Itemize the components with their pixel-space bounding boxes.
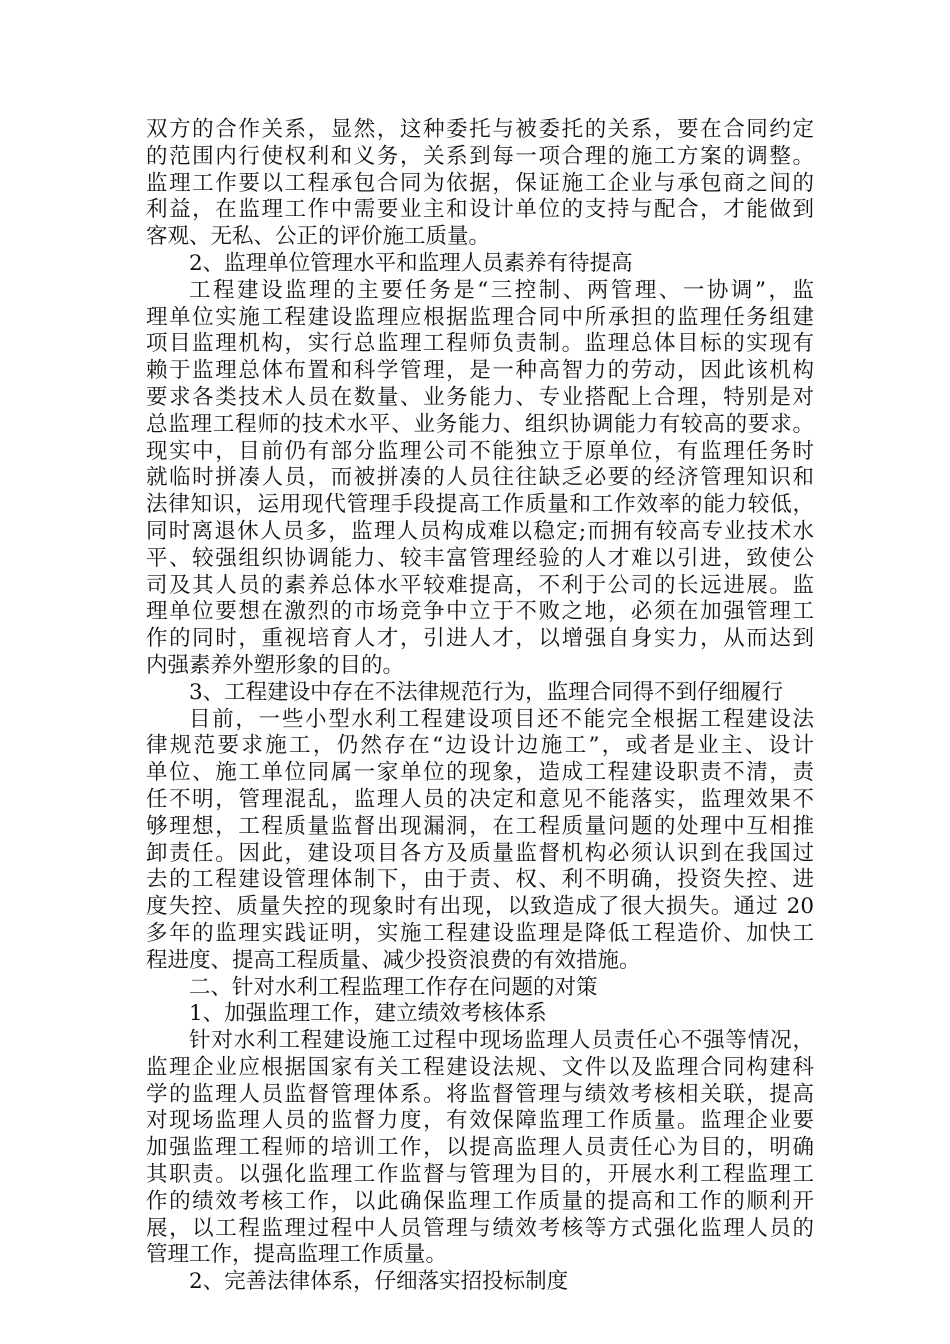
text-line: 工程建设监理的主要任务是“三控制、两管理、一协调”，监 [189,277,814,303]
text-line: 多年的监理实践证明，实施工程建设监理是降低工程造价、加快工 [146,920,814,946]
text-line: 管理工作，提高监理工作质量。 [146,1242,448,1268]
text-line: 作的同时，重视培育人才，引进人才，以增强自身实力，从而达到 [146,626,814,652]
text-line: 平、较强组织协调能力、较丰富管理经验的人才难以引进，致使公 [146,545,814,571]
text-line: 就临时拼凑人员，而被拼凑的人员往往缺乏必要的经济管理知识和 [146,465,814,491]
text-line: 展，以工程监理过程中人员管理与绩效考核等方式强化监理人员的 [146,1215,814,1241]
text-line: 对现场监理人员的监督力度，有效保障监理工作质量。监理企业要 [146,1108,814,1134]
text-line: 单位、施工单位同属一家单位的现象，造成工程建设职责不清，责 [146,760,814,786]
text-line: 学的监理人员监督管理体系。将监督管理与绩效考核相关联，提高 [146,1081,814,1107]
text-line: 现实中，目前仍有部分监理公司不能独立于原单位，有监理任务时 [146,438,814,464]
text-line: 作的绩效考核工作，以此确保监理工作质量的提高和工作的顺利开 [146,1188,814,1214]
text-line: 律规范要求施工，仍然存在“边设计边施工”，或者是业主、设计 [146,733,814,759]
text-line: 2、监理单位管理水平和监理人员素养有待提高 [189,250,633,276]
text-line: 其职责。以强化监理工作监督与管理为目的，开展水利工程监理工 [146,1162,814,1188]
text-line: 双方的合作关系，显然，这种委托与被委托的关系，要在合同约定 [146,117,814,142]
text-line: 监理工作要以工程承包合同为依据，保证施工企业与承包商之间的 [146,170,814,196]
text-line: 总监理工程师的技术水平、业务能力、组织协调能力有较高的要求。 [146,411,814,437]
text-line: 去的工程建设管理体制下，由于责、权、利不明确，投资失控、进 [146,867,814,893]
text-line: 利益，在监理工作中需要业主和设计单位的支持与配合，才能做到 [146,197,814,223]
text-line: 卸责任。因此，建设项目各方及质量监督机构必须认识到在我国过 [146,840,814,866]
text-line: 目前，一些小型水利工程建设项目还不能完全根据工程建设法 [189,706,814,732]
text-line: 够理想，工程质量监督出现漏洞，在工程质量问题的处理中互相推 [146,813,814,839]
text-line: 法律知识，运用现代管理手段提高工作质量和工作效率的能力较低， [146,492,814,518]
text-line: 的范围内行使权利和义务，关系到每一项合理的施工方案的调整。 [146,143,814,169]
text-line: 1、加强监理工作，建立绩效考核体系 [189,1001,547,1027]
text-line: 监理企业应根据国家有关工程建设法规、文件以及监理合同构建科 [146,1054,814,1080]
text-line: 要求各类技术人员在数量、业务能力、专业搭配上合理，特别是对 [146,384,814,410]
text-line: 2、完善法律体系，仔细落实招投标制度 [189,1269,569,1295]
text-line: 理单位要想在激烈的市场竞争中立于不败之地，必须在加强管理工 [146,599,814,625]
text-line: 同时离退休人员多，监理人员构成难以稳定;而拥有较高专业技术水 [146,518,814,544]
text-line: 加强监理工程师的培训工作，以提高监理人员责任心为目的，明确 [146,1135,814,1161]
text-line: 内强素养外塑形象的目的。 [146,652,405,678]
text-line: 理单位实施工程建设监理应根据监理合同中所承担的监理任务组建 [146,304,814,330]
document-body [146,117,814,1296]
text-line: 客观、无私、公正的评价施工质量。 [146,224,491,250]
text-line: 二、针对水利工程监理工作存在问题的对策 [189,974,598,1000]
text-line: 赖于监理总体布置和科学管理，是一种高智力的劳动，因此该机构 [146,358,814,384]
text-line: 任不明，管理混乱，监理人员的决定和意见不能落实，监理效果不 [146,786,814,812]
text-line: 项目监理机构，实行总监理工程师负责制。监理总体目标的实现有 [146,331,814,357]
text-line: 程进度、提高工程质量、减少投资浪费的有效措施。 [146,947,641,973]
text-line: 3、工程建设中存在不法律规范行为，监理合同得不到仔细履行 [189,679,784,705]
text-line: 度失控、质量失控的现象时有出现，以致造成了很大损失。通过 20 [146,894,814,920]
text-line: 针对水利工程建设施工过程中现场监理人员责任心不强等情况， [189,1028,814,1054]
text-line: 司及其人员的素养总体水平较难提高，不利于公司的长远进展。监 [146,572,814,598]
